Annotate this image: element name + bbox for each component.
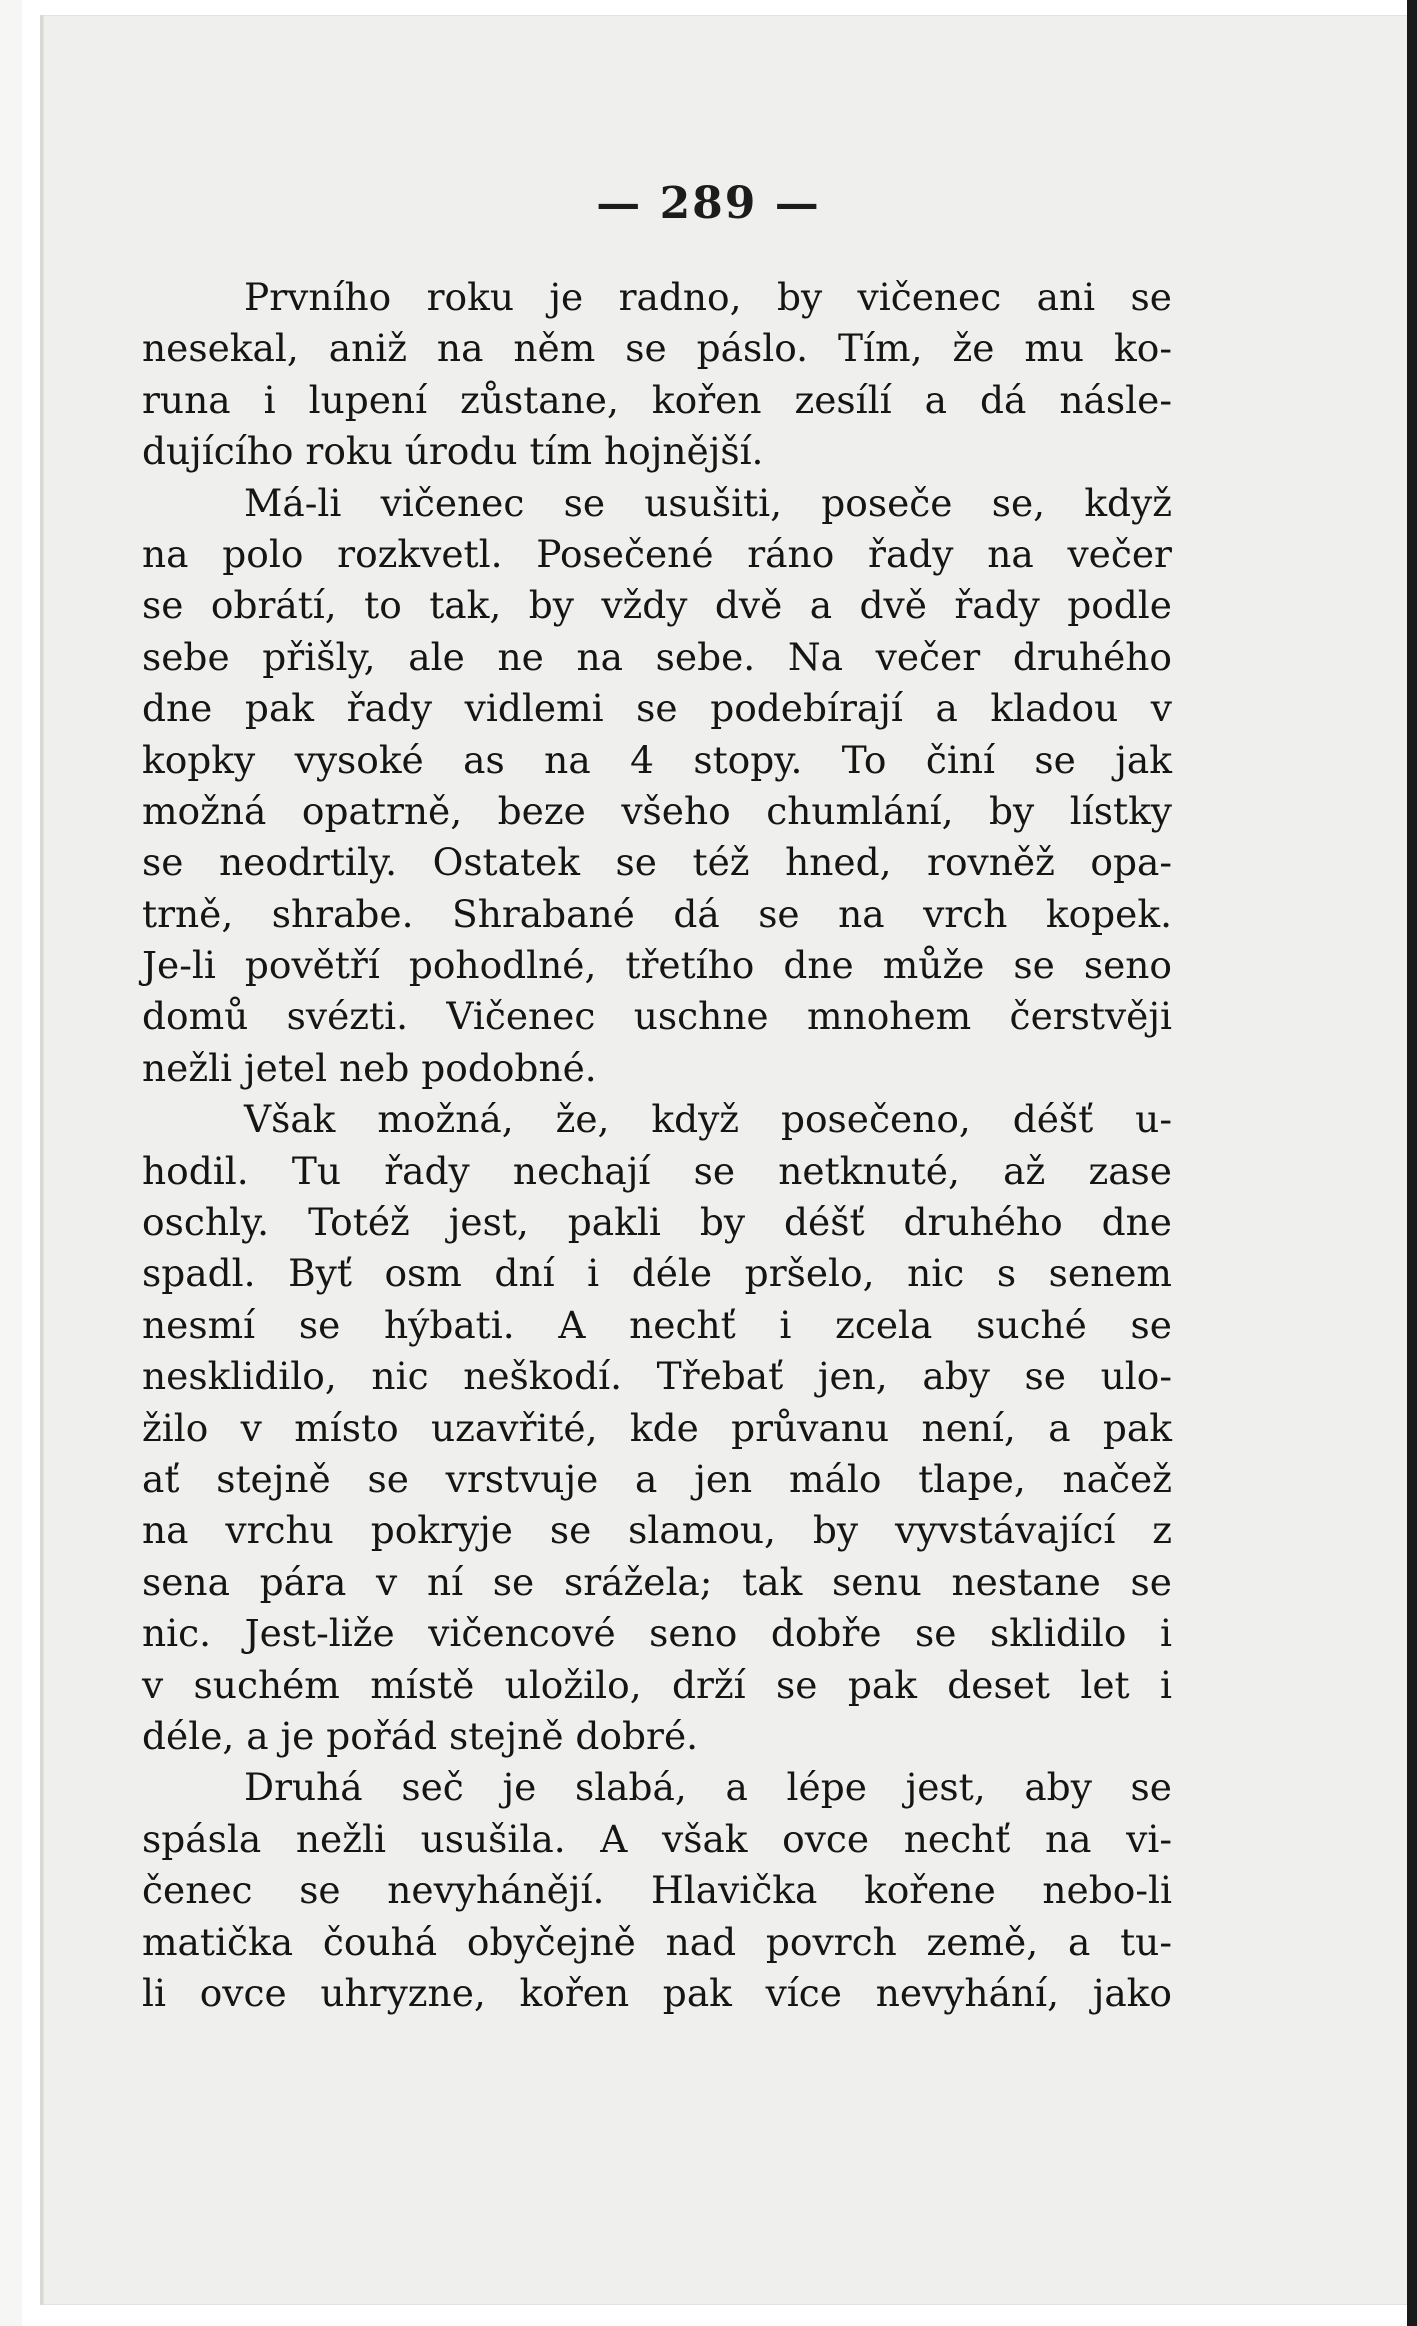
text-line: se neodrtily. Ostatek se též hned, rovněž opa- (142, 840, 1172, 885)
text-line: se obrátí, to tak, by vždy dvě a dvě řady podle (142, 583, 1172, 628)
text-line: dne pak řady vidlemi se podebírají a kladou v (142, 686, 1172, 731)
text-line: Má-li vičenec se usušiti, poseče se, když (244, 480, 1172, 525)
scan-margin-right (1407, 0, 1417, 2326)
text-line: Prvního roku je radno, by vičenec ani se (244, 275, 1172, 319)
page-number: — 289 — (596, 178, 821, 229)
body-text (142, 272, 1172, 2019)
text-line: trně, shrabe. Shrabané dá se na vrch kopek. (142, 891, 1172, 936)
text-line: čenec se nevyhánějí. Hlavička kořene nebo-li (142, 1868, 1172, 1913)
text-line: hodil. Tu řady nechají se netknuté, až zase (142, 1148, 1172, 1193)
text-line: možná opatrně, beze všeho chumlání, by lístky (142, 788, 1172, 833)
text-line: Druhá seč je slabá, a lépe jest, aby se (244, 1765, 1172, 1810)
text-line: nesmí se hýbati. A nechť i zcela suché se (142, 1302, 1172, 1347)
text-line: nežli jetel neb podobné. (142, 1045, 597, 1090)
text-line: Je-li povětří pohodlné, třetího dne může se seno (142, 943, 1172, 988)
text-line: li ovce uhryzne, kořen pak více nevyhání, jako (142, 1970, 1172, 2015)
text-line: spásla nežli usušila. A však ovce nechť na vi- (142, 1816, 1172, 1861)
text-line: nic. Jest-liže vičencové seno dobře se sklidilo i (142, 1611, 1172, 1656)
text-line: déle, a je pořád stejně dobré. (142, 1713, 699, 1758)
text-line: sebe přišly, ale ne na sebe. Na večer druhého (142, 634, 1172, 679)
text-line: nesekal, aniž na něm se páslo. Tím, že mu ko- (142, 326, 1172, 371)
text-line: domů svézti. Vičenec uschne mnohem čerstvěji (142, 994, 1172, 1039)
text-line: kopky vysoké as na 4 stopy. To činí se jak (142, 737, 1172, 782)
text-line: na polo rozkvetl. Posečené ráno řady na večer (142, 531, 1172, 576)
text-line: dujícího roku úrodu tím hojnější. (142, 429, 764, 474)
text-line: žilo v místo uzavřité, kde průvanu není, a pak (142, 1405, 1172, 1450)
text-line: sena pára v ní se srážela; tak senu nestane se (142, 1559, 1172, 1604)
text-line: runa i lupení zůstane, kořen zesílí a dá násle- (142, 377, 1172, 422)
text-line: Však možná, že, když posečeno, déšť u- (244, 1097, 1172, 1142)
text-line: na vrchu pokryje se slamou, by vyvstávající z (142, 1508, 1172, 1553)
text-line: oschly. Totéž jest, pakli by déšť druhého dne (142, 1200, 1172, 1245)
text-line: v suchém místě uložilo, drží se pak deset let i (142, 1662, 1172, 1707)
text-line: ať stejně se vrstvuje a jen málo tlape, načež (142, 1456, 1172, 1501)
scan-margin-left (0, 0, 22, 2326)
text-line: nesklidilo, nic neškodí. Třebať jen, aby se ulo- (142, 1354, 1172, 1399)
text-line: matička čouhá obyčejně nad povrch země, a tu- (142, 1919, 1172, 1964)
text-line: spadl. Byť osm dní i déle pršelo, nic s senem (142, 1251, 1172, 1296)
